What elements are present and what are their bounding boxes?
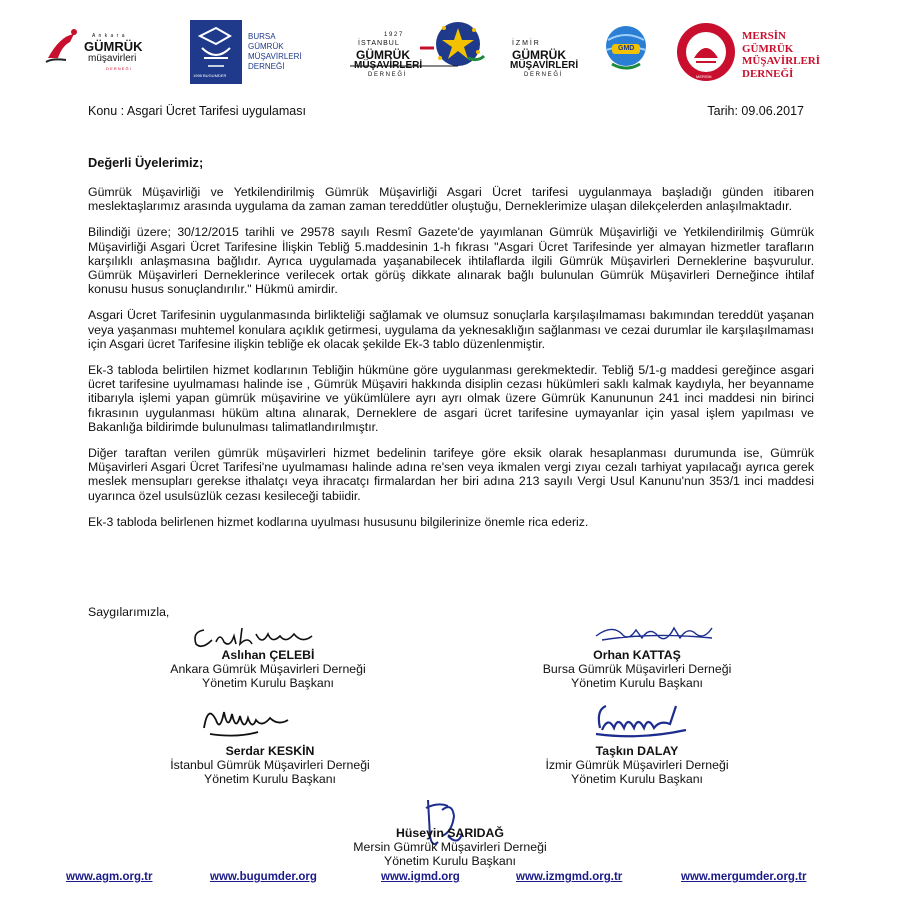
greeting: Değerli Üyelerimiz; [88,155,204,170]
signatory-title: Yönetim Kurulu Başkanı [571,676,703,690]
bursa-logo-line2: GÜMRÜK [248,42,284,51]
ankara-logo-sub: müşavirleri [88,53,137,64]
footer-link-mergumder[interactable]: www.mergumder.org.tr [681,871,807,883]
istanbul-logo-main3: D E R N E Ğ İ [368,72,406,78]
bursa-logo [190,18,330,86]
ankara-logo-main: GÜMRÜK [84,39,143,54]
istanbul-logo-main1: GÜMRÜK [356,48,410,62]
signatory-org: İstanbul Gümrük Müşavirleri Derneği [170,758,370,772]
signatory-title: Yönetim Kurulu Başkanı [571,772,703,786]
mersin-logo-line1: MERSİN [742,30,787,42]
signatory-celebi [118,648,418,690]
bursa-logo-line1: BURSA [248,32,276,41]
signatory-name: Serdar KESKİN [225,744,315,758]
signatory-title: Yönetim Kurulu Başkanı [384,854,516,868]
signatory-org: Ankara Gümrük Müşavirleri Derneği [170,662,366,676]
footer-link-izmgmd[interactable]: www.izmgmd.org.tr [516,871,623,883]
paragraph-4: Ek-3 tabloda belirtilen hizmet kodlarının Tebliğin hükmüne göre uygulanması gerekmektedir. Tebliğ 5/1-g maddesi gereğince asgari ücret tarifesine uyulmaması halinde ise , Gümrük Müşaviri hakkında disiplin cezası hükümleri saklı kalmak kaydıyla, her beyanname itibarıyla işlemi yapan gümrük müşavirine ve yükümlülere ayrı ayrı olmak üzere Gümrük Kanununun 241 inci maddesi nin birinci fıkrasının uygulanması hüküm altına alınarak, Derneklere de asgari ücret tarifesine uymayanlar için yasal işlem yapılması ve Bakanlığa bildirimde bulunulması talimatlandırılmıştır. [88,363,814,434]
istanbul-logo [350,18,500,86]
istanbul-logo-year: 1 9 2 7 [384,32,403,38]
mersin-logo-line2: GÜMRÜK [742,42,794,55]
signature-kattas [592,620,722,648]
mersin-logo [676,18,830,86]
signatory-org: Bursa Gümrük Müşavirleri Derneği [542,662,732,676]
izmir-logo [508,18,658,86]
paragraph-5: Diğer taraftan verilen gümrük müşavirleri hizmet bedelinin tarifeye göre eksik olarak hesaplanması durumunda ise, Gümrük Müşavirleri Asgari Ücret Tarifesi'ne uyulmaması halinde adına re'sen veya ikmalen vergi zıyaı cezalı tarhiyat yapılacağı ayrıca gerek meslek mensupları gerekse ithalatçı veya ihracatçı firmalardan her biri adına 213 sayılı Vergi Usul Kanunu'nun 353/1 inci maddesi uyarınca özel usulsüzlük cezası kesileceği tabiidir. [88,446,814,503]
istanbul-logo-city: İSTANBUL [358,40,400,47]
closing-line: Saygılarımızla, [88,605,170,619]
signature-keskin [198,698,298,742]
footer-link-bugumder[interactable]: www.bugumder.org [210,871,317,883]
mersin-logo-seal: MERSİN [696,74,712,79]
signatory-name: Hüseyin SARIDAĞ [396,826,504,840]
subject-line: Konu : Asgari Ücret Tarifesi uygulaması [88,104,306,118]
signatory-kattas [487,648,787,690]
mersin-logo-name [742,30,820,80]
izmir-logo-city: İ Z M İ R [512,40,539,47]
ankara-logo [40,18,165,86]
bursa-logo-name [248,32,302,72]
istanbul-logo-main2: MÜŞAVİRLERİ [354,60,423,71]
signatory-title: Yönetim Kurulu Başkanı [202,676,334,690]
date-line: Tarih: 09.06.2017 [707,104,804,118]
paragraph-3: Asgari Ücret Tarifesinin uygulanmasında birlikteliği sağlamak ve olumsuz sonuçlarla karşılaşılmaması bakımından tereddüt yaşanan veya yaşanması muhtemel konulara açıklık getirmesi, uygulama da yeknesaklığın sağlanması ve cezai durumlar ile karşılaşılmaması için Asgari ücret Tarifesine ilişkin tebliğe ek olacak şekilde Ek-3 tablo düzenlenmiştir. [88,308,814,351]
footer-link-igmd[interactable]: www.igmd.org [381,871,460,883]
association-logos [40,18,830,88]
izmir-logo-main3: D E R N E Ğ İ [524,72,562,78]
signatory-org: Mersin Gümrük Müşavirleri Derneği [353,840,547,854]
paragraph-1: Gümrük Müşavirliği ve Yetkilendirilmiş Gümrük Müşavirliği Asgari Ücret tarifesi uygulanmaya başladığı günden itibaren meslektaşlarımız arasında uygulama da zaman zaman tereddütler oluştuğu, Derneklerimize ulaşan dilekçelerden anlaşılmaktadır. [88,185,814,214]
mersin-logo-line4: DERNEĞİ [742,67,794,80]
signatory-name: Orhan KATTAŞ [593,648,681,662]
signatory-dalay [487,744,787,786]
signatory-keskin [120,744,420,786]
signatory-saridag [300,826,600,868]
bursa-logo-line4: DERNEĞİ [248,62,285,71]
signature-dalay [590,700,700,740]
izmir-logo-main2: MÜŞAVİRLERİ [510,60,579,71]
mersin-logo-line3: MÜŞAVİRLERİ [742,55,821,67]
signatory-title: Yönetim Kurulu Başkanı [204,772,336,786]
letter-body [88,185,814,541]
bursa-logo-line3: MÜŞAVİRLERİ [248,52,302,61]
footer-link-agm[interactable]: www.agm.org.tr [66,871,153,883]
bursa-logo-foot: 1998 BUGUMDER [193,73,227,78]
ankara-logo-tiny: D E R N E Ğ İ [106,66,131,71]
signatory-name: Aslıhan ÇELEBİ [221,648,315,662]
paragraph-6: Ek-3 tabloda belirlenen hizmet kodlarına uyulması hususunu bilgilerinize önemle rica ederiz. [88,514,589,529]
izmir-logo-main1: GÜMRÜK [512,48,566,62]
paragraph-2: Bilindiği üzere; 30/12/2015 tarihli ve 29578 sayılı Resmî Gazete'de yayımlanan Gümrük Müşavirliği ve Yetkilendirilmiş Gümrük Müşavirliği Asgari Ücret Tarifesine İlişkin Tebliğ 5.maddesinin 1-h fıkrası "Asgari Ücret Tarifesinde yer almayan hizmetler tarafların karşılıklı anlaşmasına bağlıdır. Ayrıca uygulamada yaşanabilecek ihtilaflarda ilgili Gümrük Müşavirleri Derneklerine başvurulur. Gümrük Müşavirleri Derneklerince verilecek ortak görüş dikkate alınarak bağlı bulunulan Gümrük Müşavirleri Derneğince ihtilaf konusu husus sonuçlandırılır." Hükmü amirdir. [88,225,814,297]
ankara-logo-small-top: A n k a r a [92,33,126,39]
signatory-org: İzmir Gümrük Müşavirleri Derneği [545,758,729,772]
izmir-logo-badge: GMD [618,45,635,52]
signatory-name: Taşkın DALAY [595,744,679,758]
